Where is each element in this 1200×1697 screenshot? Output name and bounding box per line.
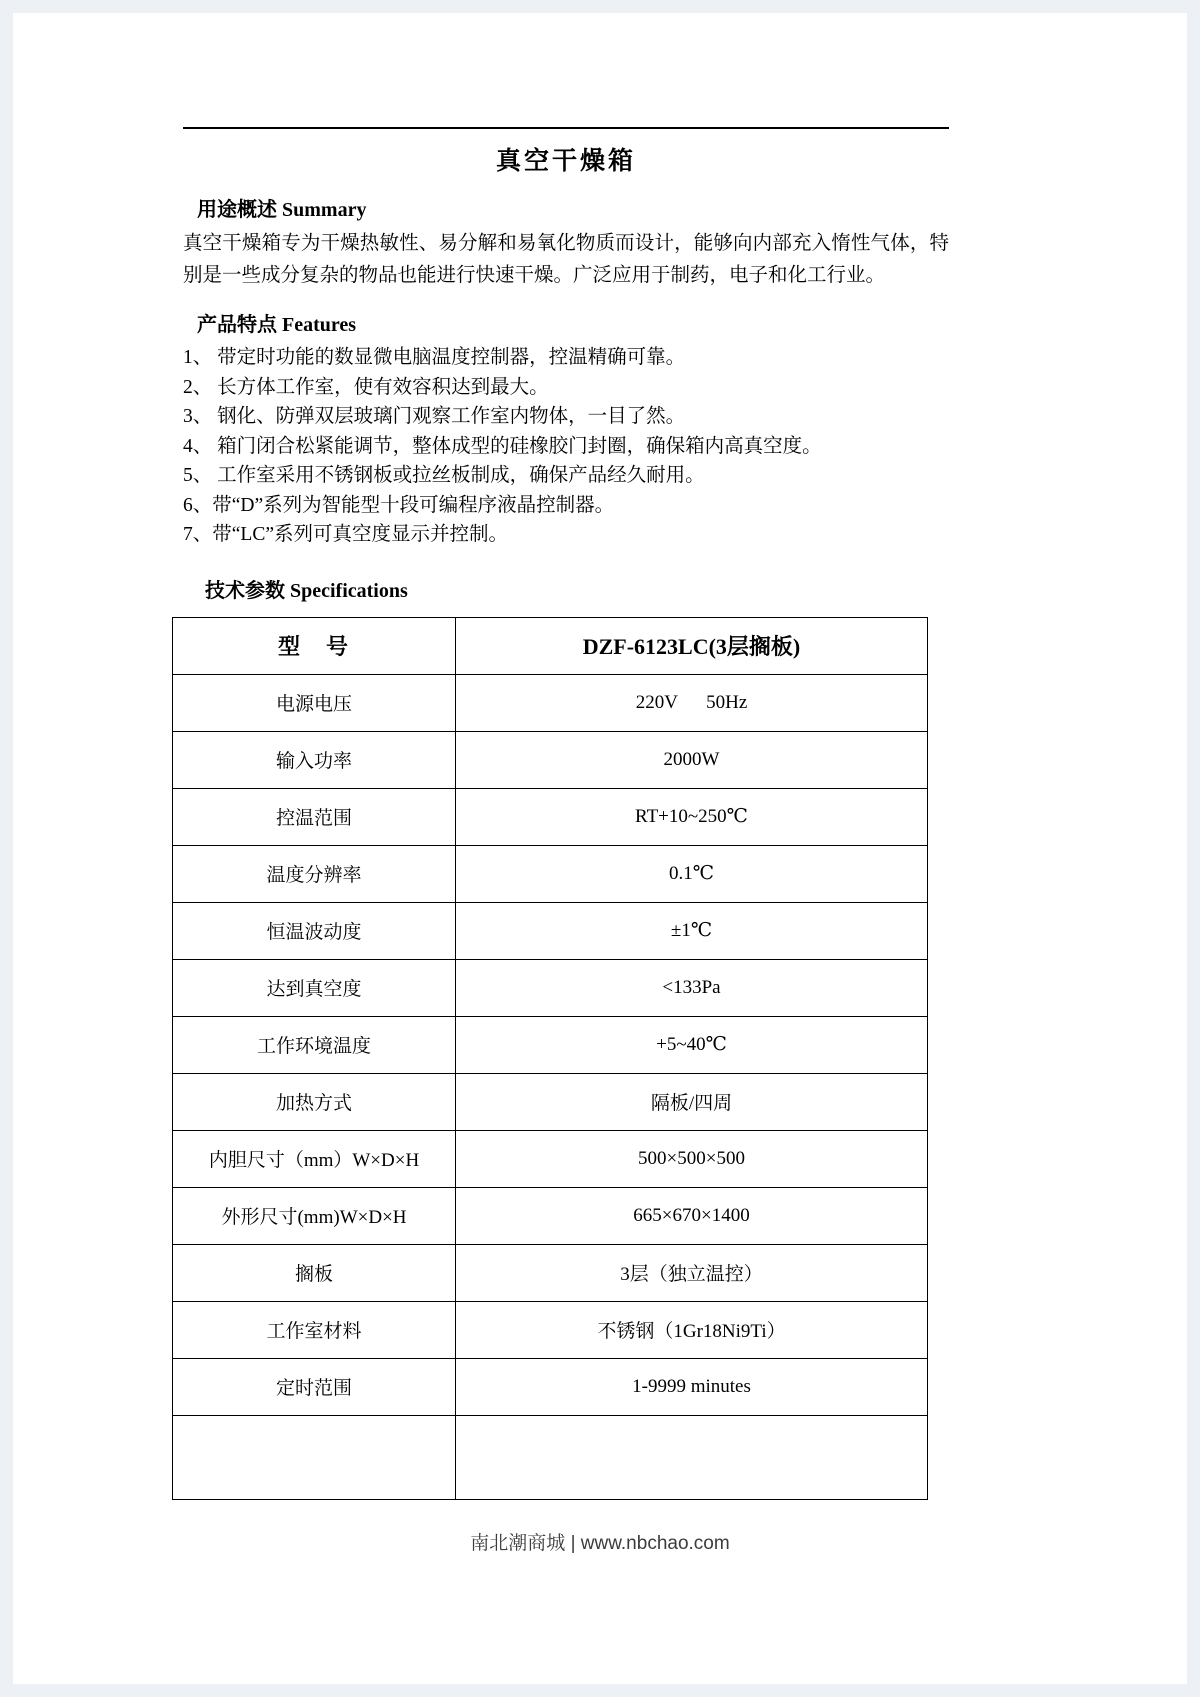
spec-value-cell: +5~40℃: [456, 1016, 928, 1073]
spec-value-cell: [456, 1415, 928, 1499]
feature-item: 6、带“D”系列为智能型十段可编程序液晶控制器。: [183, 494, 615, 516]
specifications-heading: 技术参数 Specifications: [205, 579, 408, 602]
spec-label-cell: 工作环境温度: [173, 1016, 456, 1073]
spec-value-cell: 2000W: [456, 731, 928, 788]
spec-label-cell: 控温范围: [173, 788, 456, 845]
spec-label-cell: 工作室材料: [173, 1301, 456, 1358]
table-row: [173, 674, 928, 731]
features-heading: 产品特点 Features: [197, 314, 357, 336]
feature-item: 7、带“LC”系列可真空度显示并控制。: [183, 524, 508, 545]
spec-value-cell: 不锈钢（1Gr18Ni9Ti）: [456, 1301, 928, 1358]
table-row: [173, 1073, 928, 1130]
feature-item: 5、 工作室采用不锈钢板或拉丝板制成，确保产品经久耐用。: [183, 465, 705, 486]
feature-item: 2、 长方体工作室，使有效容积达到最大。: [183, 376, 549, 398]
table-row: [173, 902, 928, 959]
spec-value-cell: 500×500×500: [456, 1130, 928, 1187]
spec-label-cell: 电源电压: [173, 674, 456, 731]
summary-paragraph: 真空干燥箱专为干燥热敏性、易分解和易氧化物质而设计，能够向内部充入惰性气体，特别是一些成分复杂的物品也能进行快速干燥。广泛应用于制药，电子和化工行业。: [183, 233, 949, 286]
spec-label-cell: 温度分辨率: [173, 845, 456, 902]
spec-value-cell: DZF-6123LC(3层搁板): [456, 617, 928, 674]
spec-value-cell: 3层（独立温控）: [456, 1244, 928, 1301]
document-content: [183, 13, 949, 1500]
spec-value-cell: 1-9999 minutes: [456, 1358, 928, 1415]
spec-label-cell: 搁板: [173, 1244, 456, 1301]
spec-label-cell: 内胆尺寸（mm）W×D×H: [173, 1130, 456, 1187]
feature-item: 4、 箱门闭合松紧能调节，整体成型的硅橡胶门封圈，确保箱内高真空度。: [183, 435, 822, 457]
feature-item: 1、 带定时功能的数显微电脑温度控制器，控温精确可靠。: [183, 347, 686, 368]
spec-label-cell: 定时范围: [173, 1358, 456, 1415]
spec-label-cell: [173, 1415, 456, 1499]
spec-value-cell: RT+10~250℃: [456, 788, 928, 845]
spec-label-cell: 加热方式: [173, 1073, 456, 1130]
spec-value-cell: <133Pa: [456, 959, 928, 1016]
top-divider: [183, 127, 949, 129]
table-row: [173, 845, 928, 902]
table-row: [173, 617, 928, 674]
specs-table: [172, 617, 928, 1500]
spec-label-cell: 外形尺寸(mm)W×D×H: [173, 1187, 456, 1244]
table-row: [173, 1301, 928, 1358]
table-row: [173, 1415, 928, 1499]
table-row: [173, 788, 928, 845]
document-page: [13, 13, 1187, 1684]
spec-label-cell: 输入功率: [173, 731, 456, 788]
spec-label-cell: 型 号: [173, 617, 456, 674]
table-row: [173, 1016, 928, 1073]
spec-label-cell: 达到真空度: [173, 959, 456, 1016]
spec-value-cell: 隔板/四周: [456, 1073, 928, 1130]
table-row: [173, 1244, 928, 1301]
feature-item: 3、 钢化、防弹双层玻璃门观察工作室内物体，一目了然。: [183, 406, 686, 427]
features-list: [183, 343, 949, 550]
spec-label-cell: 恒温波动度: [173, 902, 456, 959]
table-row: [173, 731, 928, 788]
table-row: [173, 1130, 928, 1187]
page-title: 真空干燥箱: [495, 148, 636, 175]
spec-value-cell: 665×670×1400: [456, 1187, 928, 1244]
spec-value-cell: 220V 50Hz: [456, 674, 928, 731]
table-row: [173, 959, 928, 1016]
table-row: [173, 1187, 928, 1244]
spec-value-cell: 0.1℃: [456, 845, 928, 902]
spec-value-cell: ±1℃: [456, 902, 928, 959]
site-footer: 南北潮商城 | www.nbchao.com: [470, 1533, 730, 1554]
table-row: [173, 1358, 928, 1415]
summary-heading: 用途概述 Summary: [197, 199, 367, 221]
